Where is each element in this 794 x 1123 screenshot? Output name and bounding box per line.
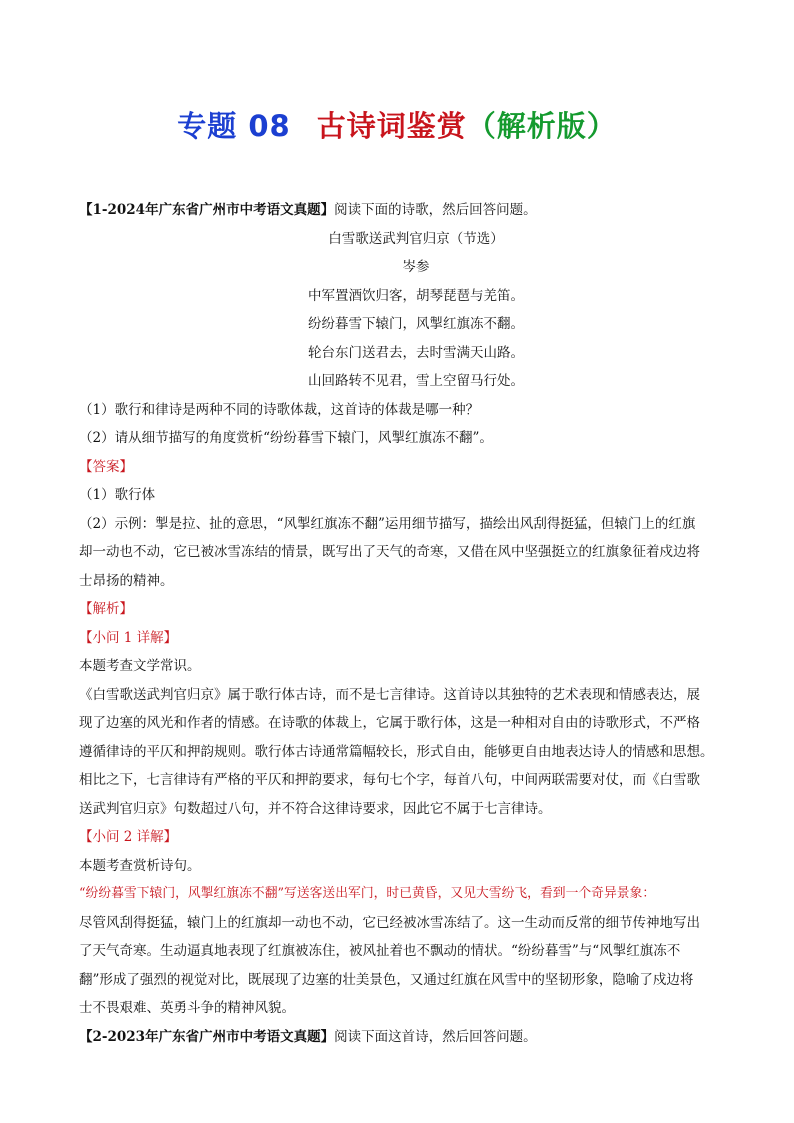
poem-line: 中军置酒饮归客，胡琴琵琶与羌笛。 bbox=[308, 287, 524, 304]
analysis-tag: 【解析】 bbox=[79, 601, 133, 617]
sub-question-2-intro: 本题考查赏析诗句。 bbox=[79, 857, 201, 874]
sub-question-1-line: 送武判官归京》句数超过八句，并不符合这律诗要求，因此它不属于七言律诗。 bbox=[79, 800, 552, 817]
sub-question-1-line: 遵循律诗的平仄和押韵规则。歌行体古诗通常篇幅较长，形式自由，能够更自由地表达诗人的情感和思想。 bbox=[79, 743, 714, 760]
sub-question-1-line: 《白雪歌送武判官归京》属于歌行体古诗，而不是七言律诗。这首诗以其独特的艺术表现和情感表达，展 bbox=[79, 686, 700, 703]
page-title bbox=[0, 104, 794, 145]
poem-line: 轮台东门送君去，去时雪满天山路。 bbox=[308, 344, 524, 361]
title-main: 古诗词鉴赏 bbox=[316, 109, 467, 143]
answer-2-line: 却一动也不动，它已被冰雪冻结的情景，既写出了天气的奇寒，又借在风中坚强挺立的红旗象征着戍边将 bbox=[79, 544, 700, 560]
sub-question-1-intro: 本题考查文学常识。 bbox=[79, 658, 201, 674]
sub-question-2-line: 了天气奇寒。生动逼真地表现了红旗被冻住，被风扯着也不飘动的情状。“纷纷暮雪”与“风掣红旗冻不 bbox=[79, 943, 681, 959]
question-item: （1）歌行和律诗是两种不同的诗歌体裁，这首诗的体裁是哪一种？ bbox=[79, 401, 480, 418]
poem-author: 岑参 bbox=[402, 259, 430, 275]
document-body bbox=[79, 196, 735, 1051]
answer-1: （1）歌行体 bbox=[79, 487, 156, 503]
question-2-instruction: 阅读下面这首诗，然后回答问题。 bbox=[334, 1028, 537, 1045]
answer-2-line: 士昂扬的精神。 bbox=[79, 572, 174, 589]
question-1-instruction: 阅读下面的诗歌，然后回答问题。 bbox=[334, 202, 537, 218]
answer-2-line: （2）示例：掣是拉、扯的意思，“风掣红旗冻不翻”运用细节描写，描绘出风刮得挺猛，但辕门上的红旗 bbox=[79, 515, 696, 532]
question-item: （2）请从细节描写的角度赏析“纷纷暮雪下辕门，风掣红旗冻不翻”。 bbox=[79, 430, 493, 446]
sub-question-2-line: 尽管风刮得挺猛，辕门上的红旗却一动也不动，它已经被冰雪冻结了。这一生动而反常的细节传神地写出 bbox=[79, 914, 700, 931]
question-2-header bbox=[79, 1023, 735, 1052]
sub-question-2-line: 士不畏艰难、英勇斗争的精神风貌。 bbox=[79, 1000, 295, 1016]
sub-question-2-line: 翻”形成了强烈的视觉对比，既展现了边塞的壮美景色，又通过红旗在风雪中的坚韧形象，隐喻了戍边将 bbox=[79, 971, 694, 988]
sub-question-1-tag: 【小问 1 详解】 bbox=[79, 629, 178, 646]
question-2-source: 【2-2023年广东省广州市中考语文真题】 bbox=[79, 1028, 335, 1045]
answer-tag: 【答案】 bbox=[79, 458, 133, 475]
sub-question-2-tag: 【小问 2 详解】 bbox=[79, 829, 178, 845]
question-1-header bbox=[79, 196, 735, 225]
poem-line: 纷纷暮雪下辕门，风掣红旗冻不翻。 bbox=[308, 316, 524, 332]
question-1-source: 【1-2024年广东省广州市中考语文真题】 bbox=[79, 202, 335, 218]
sub-question-1-line: 现了边塞的风光和作者的情感。在诗歌的体裁上，它属于歌行体，这是一种相对自由的诗歌形式，不严格 bbox=[79, 715, 700, 731]
poem-title: 白雪歌送武判官归京（节选） bbox=[328, 230, 504, 247]
sub-question-2-highlight: “纷纷暮雪下辕门，风掣红旗冻不翻”写送客送出军门，时已黄昏，又见大雪纷飞，看到一个奇异景象： bbox=[79, 886, 656, 901]
title-prefix: 专题 08 bbox=[177, 109, 291, 143]
sub-question-1-line: 相比之下，七言律诗有严格的平仄和押韵要求，每句七个字，每首八句，中间两联需要对仗，而《白雪歌 bbox=[79, 772, 700, 788]
poem-line: 山回路转不见君，雪上空留马行处。 bbox=[308, 373, 524, 389]
title-suffix: （解析版） bbox=[466, 109, 617, 143]
